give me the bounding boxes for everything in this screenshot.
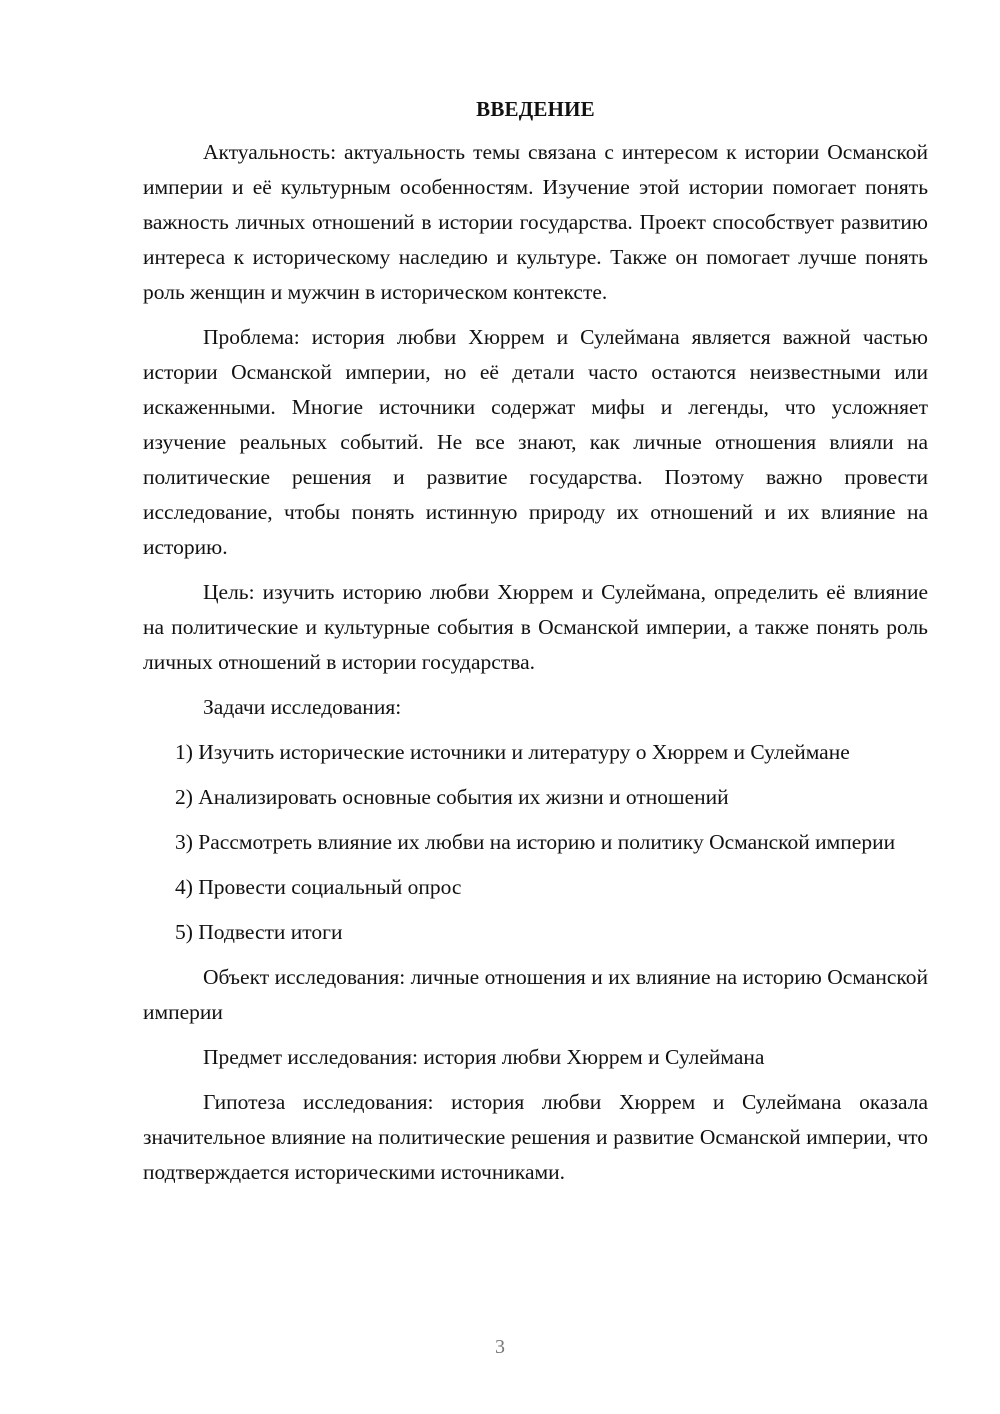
paragraph-object: Объект исследования: личные отношения и их влияние на историю Османской империи <box>143 965 928 1024</box>
task-item: 2) Анализировать основные события их жизни и отношений <box>175 785 729 809</box>
task-item: 4) Провести социальный опрос <box>175 875 462 899</box>
paragraph-hypothesis: Гипотеза исследования: история любви Хюррем и Сулеймана оказала значительное влияние на политические решения и развитие Османской империи, что подтверждается историческими источниками. <box>143 1090 928 1184</box>
paragraph-problem: Проблема: история любви Хюррем и Сулеймана является важной частью истории Османской империи, но её детали часто остаются неизвестными или искаженными. Многие источники содержат мифы и легенды, что усложняет изучение реальных событий. Не все знают, как личные отношения влияли на политические решения и развитие государства. Поэтому важно провести исследование, чтобы понять истинную природу их отношений и их влияние на историю. <box>143 325 928 559</box>
paragraph-goal: Цель: изучить историю любви Хюррем и Сулеймана, определить её влияние на политические и культурные события в Османской империи, а также понять роль личных отношений в истории государства. <box>143 580 928 674</box>
task-item: 3) Рассмотреть влияние их любви на историю и политику Османской империи <box>175 830 896 854</box>
document-page <box>143 92 928 1200</box>
paragraph-subject: Предмет исследования: история любви Хюррем и Сулеймана <box>203 1045 765 1069</box>
section-title: ВВЕДЕНИЕ <box>476 97 595 121</box>
tasks-list <box>143 735 928 950</box>
paragraph-relevance: Актуальность: актуальность темы связана с интересом к истории Османской империи и её культурным особенностям. Изучение этой истории помогает понять важность личных отношений в истории государства. Проект способствует развитию интереса к историческому наследию и культуре. Также он помогает лучше понять роль женщин и мужчин в историческом контексте. <box>143 140 928 304</box>
task-item: 1) Изучить исторические источники и литературу о Хюррем и Сулеймане <box>175 740 850 764</box>
page-number: 3 <box>495 1336 505 1358</box>
tasks-heading: Задачи исследования: <box>203 695 402 719</box>
task-item: 5) Подвести итоги <box>175 920 343 944</box>
